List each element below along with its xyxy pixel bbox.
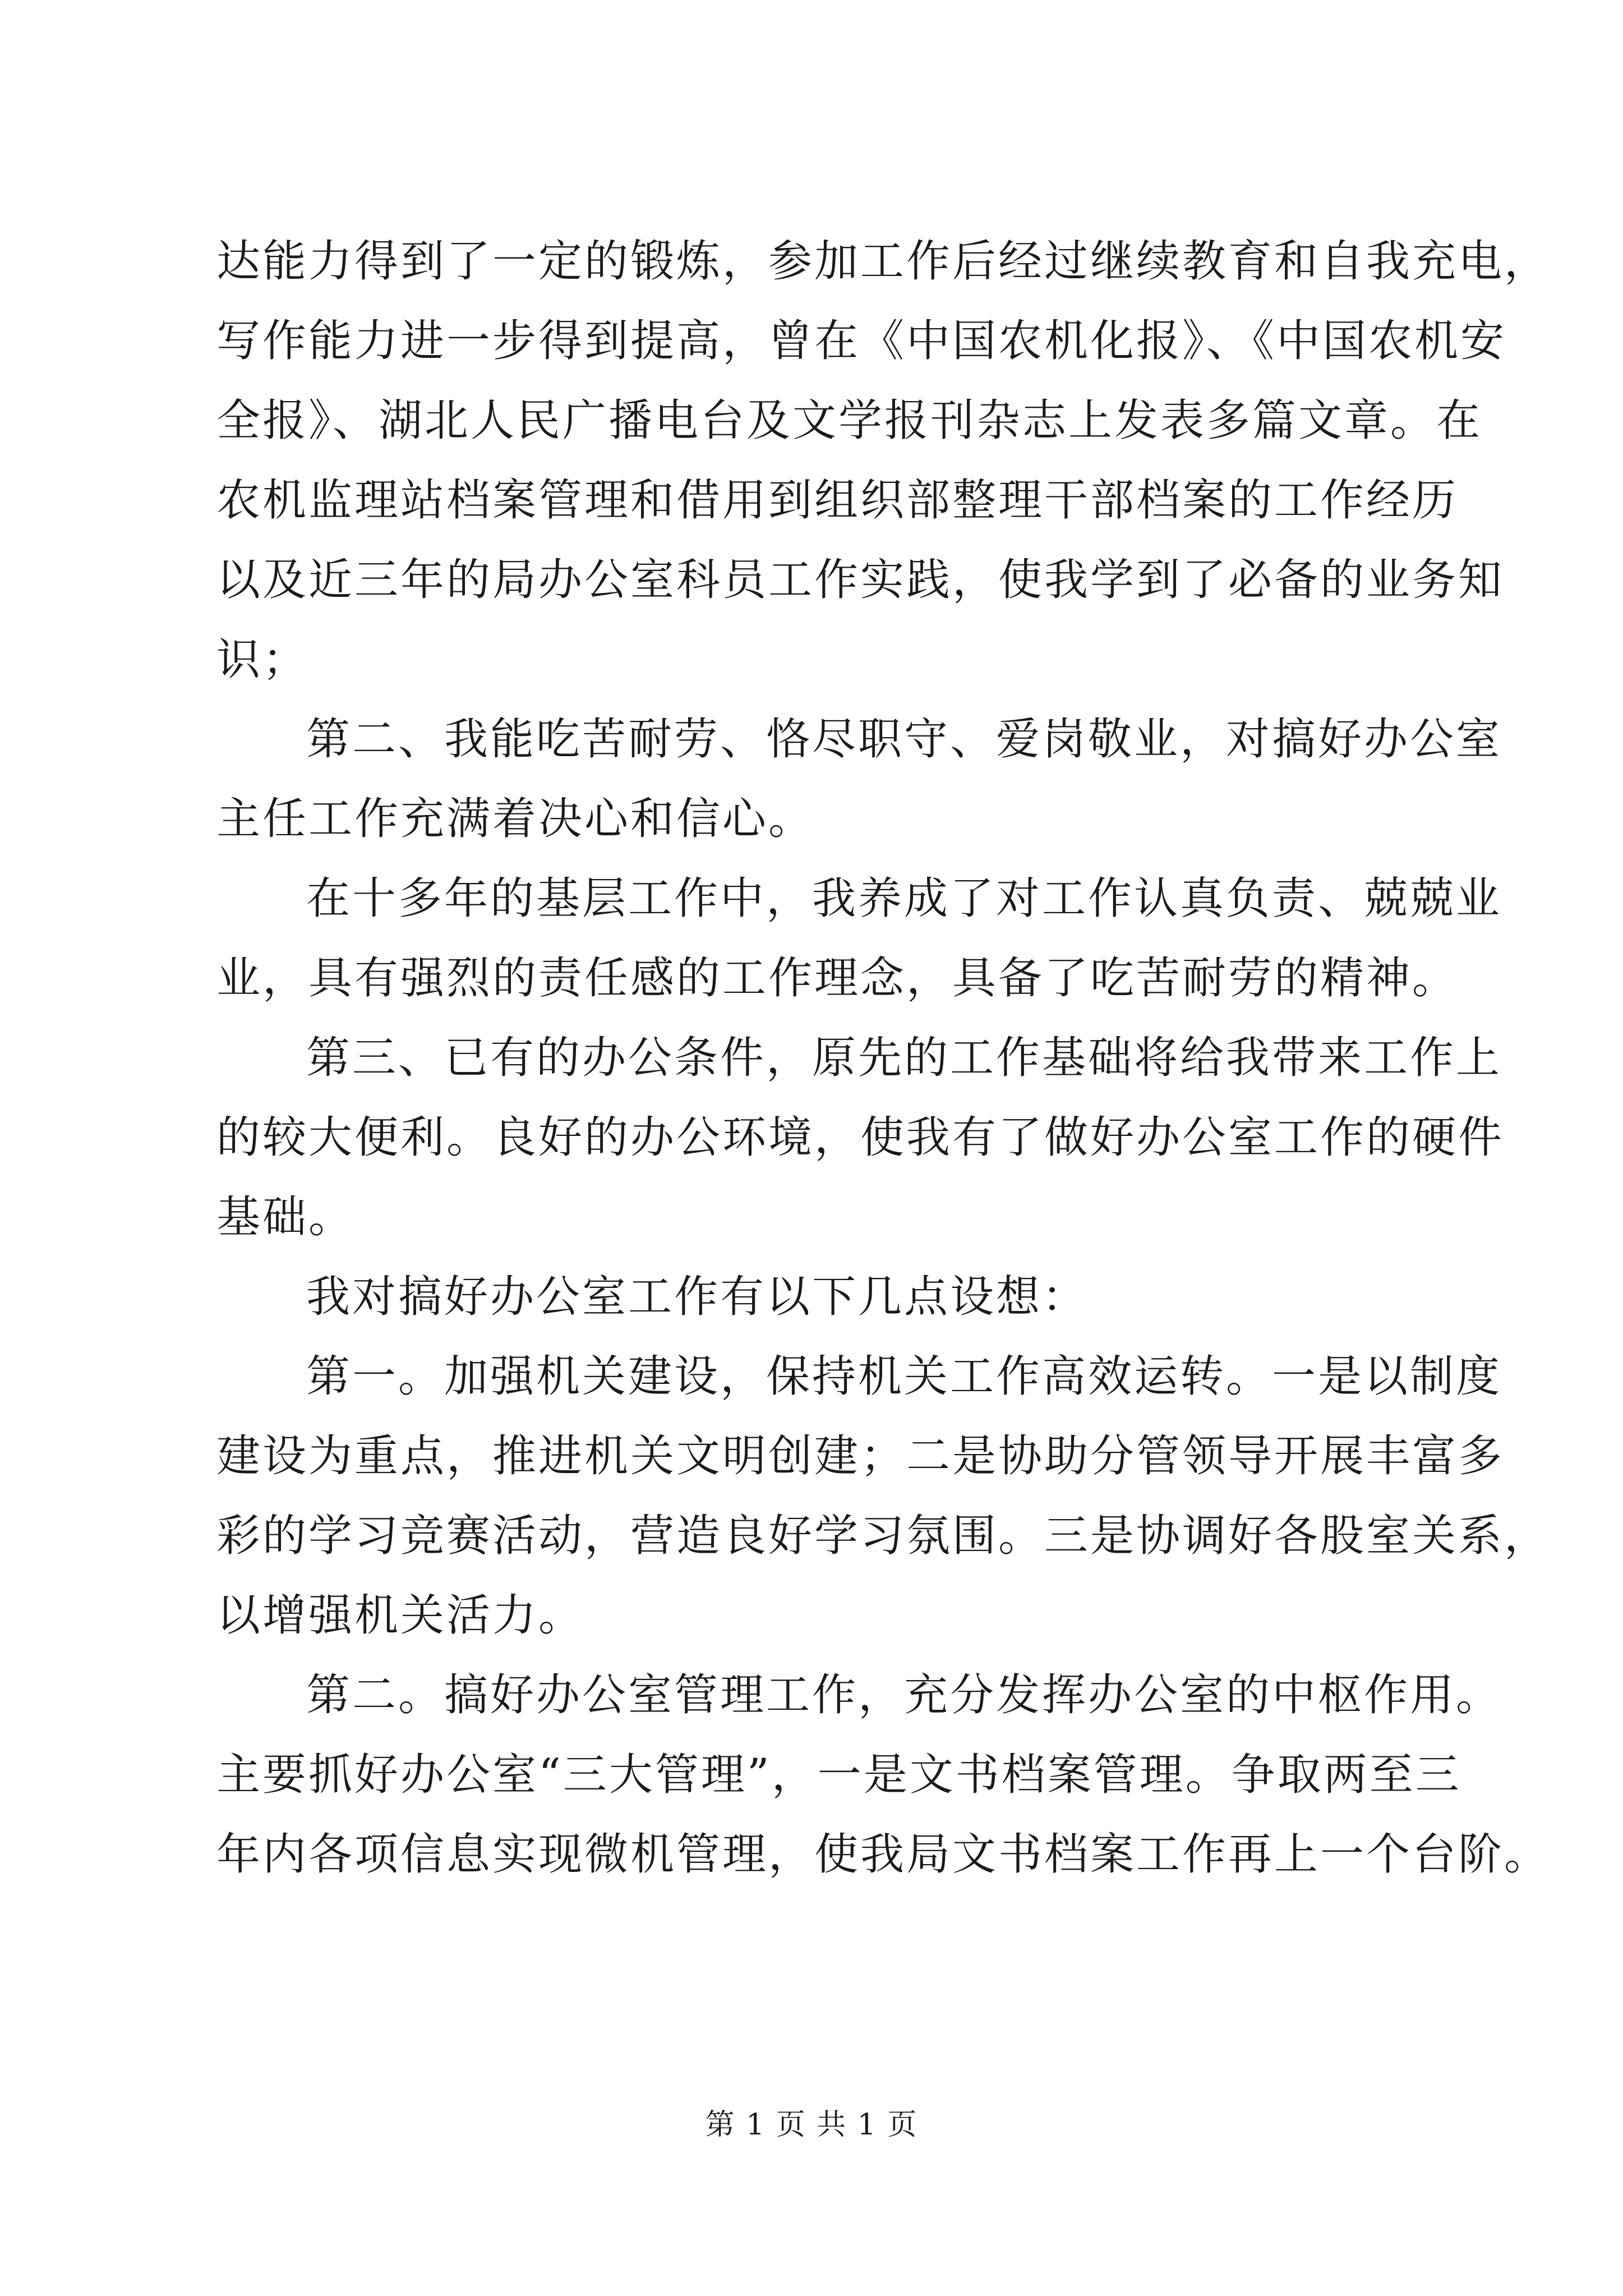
text-line: 第二、我能吃苦耐劳、恪尽职守、爱岗敬业，对搞好办公室 xyxy=(306,714,1502,765)
text-line: 第三、已有的办公条件，原先的工作基础将给我带来工作上 xyxy=(306,1033,1502,1083)
text-line: 达能力得到了一定的锻炼，参加工作后经过继续教育和自我充电， xyxy=(216,236,1551,287)
text-line: 全报》、湖北人民广播电台及文学报刊杂志上发表多篇文章。在 xyxy=(216,395,1483,446)
text-line: 彩的学习竞赛活动，营造良好学习氛围。三是协调好各股室关系， xyxy=(216,1511,1551,1561)
document-body xyxy=(216,222,1551,1894)
text-line: 主任工作充满着决心和信心。 xyxy=(216,794,815,844)
text-line: 以及近三年的局办公室科员工作实践，使我学到了必备的业务知 xyxy=(216,555,1505,605)
text-line: 基础。 xyxy=(216,1192,355,1243)
text-line: 识； xyxy=(216,634,309,685)
text-line: 年内各项信息实现微机管理，使我局文书档案工作再上一个台阶。 xyxy=(216,1829,1551,1880)
text-line: 的较大便利。良好的办公环境，使我有了做好办公室工作的硬件 xyxy=(216,1112,1505,1163)
text-line: 第二。搞好办公室管理工作，充分发挥办公室的中枢作用。 xyxy=(306,1670,1502,1720)
text-line: 业，具有强烈的责任感的工作理念，具备了吃苦耐劳的精神。 xyxy=(216,953,1459,1004)
text-line: 农机监理站档案管理和借用到组织部整理干部档案的工作经历 xyxy=(216,475,1459,526)
text-line: 主要抓好办公室“三大管理”，一是文书档案管理。争取两至三 xyxy=(216,1750,1461,1800)
text-line: 第一。加强机关建设，保持机关工作高效运转。一是以制度 xyxy=(306,1351,1502,1402)
text-line: 我对搞好办公室工作有以下几点设想： xyxy=(306,1272,1089,1322)
text-line: 写作能力进一步得到提高，曾在《中国农机化报》、《中国农机安 xyxy=(216,316,1507,366)
text-line: 以增强机关活力。 xyxy=(216,1590,585,1641)
text-line: 在十多年的基层工作中，我养成了对工作认真负责、兢兢业 xyxy=(306,873,1502,924)
page-footer: 第 1 页 共 1 页 xyxy=(705,2108,918,2142)
text-line: 建设为重点，推进机关文明创建；二是协助分管领导开展丰富多 xyxy=(216,1431,1505,1481)
